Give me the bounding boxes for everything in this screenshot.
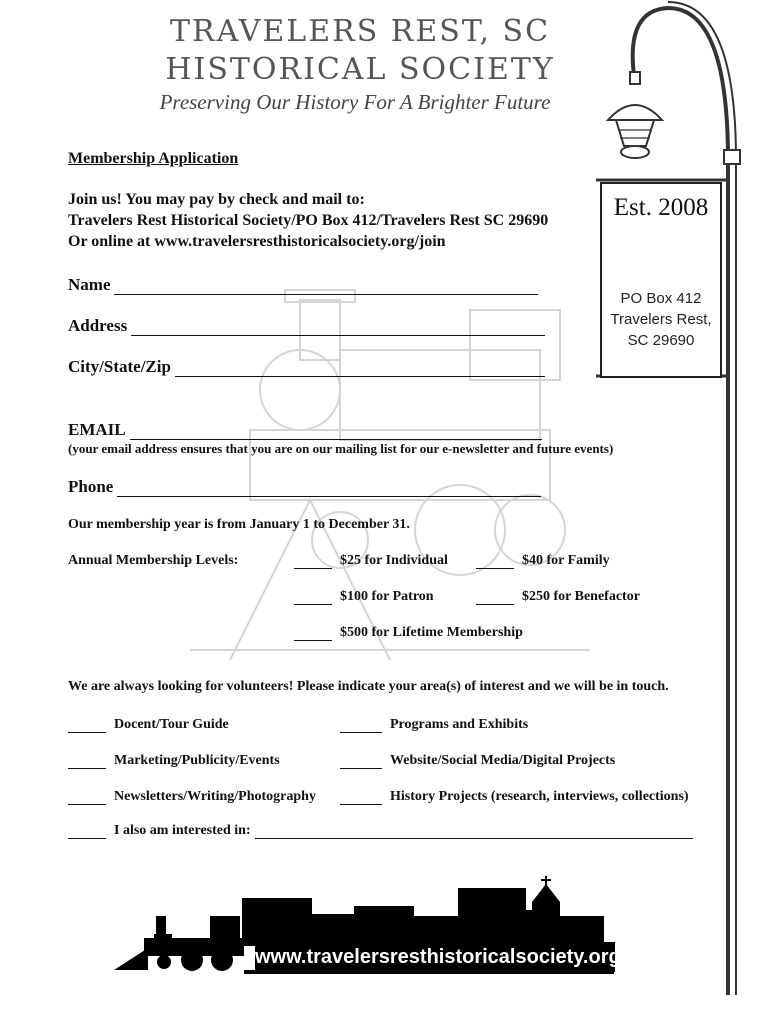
volunteer-note: We are always looking for volunteers! Please indicate your area(s) of interest and we will be in touch.: [68, 679, 669, 694]
name-label: Name: [68, 275, 111, 294]
volunteer-history-checkbox[interactable]: [340, 792, 382, 805]
level-benefactor-label: $250 for Benefactor: [522, 589, 640, 604]
join-line3: Or online at www.travelersresthistoricalsociety.org/join: [68, 233, 446, 250]
volunteer-newsletters[interactable]: [68, 789, 316, 805]
volunteer-docent-checkbox[interactable]: [68, 720, 106, 733]
level-lifetime-checkbox[interactable]: [294, 628, 332, 641]
email-input[interactable]: [130, 425, 542, 440]
volunteer-history-label: History Projects (research, interviews, collections): [390, 789, 689, 804]
address-field: [68, 316, 545, 336]
banner-address-line1: PO Box 412: [620, 290, 702, 307]
name-field: [68, 275, 538, 295]
volunteer-marketing-label: Marketing/Publicity/Events: [114, 753, 280, 768]
volunteer-website-label: Website/Social Media/Digital Projects: [390, 753, 616, 768]
banner-address-line3: SC 29690: [627, 332, 695, 349]
year-note: Our membership year is from January 1 to December 31.: [68, 517, 410, 532]
interest-field: [68, 823, 693, 839]
volunteer-docent[interactable]: [68, 717, 229, 733]
header-title-line2: HISTORICAL SOCIETY: [165, 52, 555, 87]
volunteer-marketing[interactable]: [68, 753, 280, 769]
lamp-post-illustration: [596, 0, 770, 1000]
address-label: Address: [68, 316, 128, 335]
city-input[interactable]: [175, 362, 545, 377]
level-patron-checkbox[interactable]: [294, 592, 332, 605]
level-benefactor[interactable]: [476, 589, 640, 605]
interest-checkbox[interactable]: [68, 826, 106, 839]
volunteer-programs-checkbox[interactable]: [340, 720, 382, 733]
form-heading: Membership Application: [68, 150, 239, 167]
level-patron[interactable]: [294, 589, 434, 605]
level-family[interactable]: [476, 553, 610, 569]
level-patron-label: $100 for Patron: [340, 589, 434, 604]
volunteer-newsletters-label: Newsletters/Writing/Photography: [114, 789, 316, 804]
header-title-line1: TRAVELERS REST, SC: [169, 14, 551, 49]
banner-address-line2: Travelers Rest,: [610, 311, 712, 328]
volunteer-docent-label: Docent/Tour Guide: [114, 717, 229, 732]
volunteer-programs-label: Programs and Exhibits: [390, 717, 529, 732]
phone-field: [68, 477, 541, 497]
level-individual[interactable]: [294, 553, 448, 569]
volunteer-marketing-checkbox[interactable]: [68, 756, 106, 769]
header-tagline: Preserving Our History For A Brighter Future: [159, 90, 551, 114]
banner-est: Est. 2008: [613, 194, 709, 221]
join-line1: Join us! You may pay by check and mail to:: [68, 191, 365, 208]
interest-label: I also am interested in:: [114, 823, 251, 838]
level-benefactor-checkbox[interactable]: [476, 592, 514, 605]
email-field: [68, 420, 542, 440]
level-individual-label: $25 for Individual: [340, 553, 448, 568]
volunteer-history[interactable]: [340, 789, 689, 805]
level-family-label: $40 for Family: [522, 553, 610, 568]
level-lifetime-label: $500 for Lifetime Membership: [340, 625, 523, 640]
name-input[interactable]: [114, 280, 538, 295]
levels-label: Annual Membership Levels:: [68, 553, 239, 568]
email-label: EMAIL: [68, 420, 126, 439]
phone-input[interactable]: [117, 482, 541, 497]
join-line2: Travelers Rest Historical Society/PO Box 412/Travelers Rest SC 29690: [68, 212, 549, 229]
volunteer-website[interactable]: [340, 753, 615, 769]
interest-input[interactable]: [255, 826, 693, 839]
email-note: (your email address ensures that you are on our mailing list for our e-newsletter and future events): [68, 441, 614, 456]
footer-url[interactable]: www.travelersresthistoricalsociety.org: [255, 942, 615, 972]
address-input[interactable]: [131, 321, 545, 336]
level-family-checkbox[interactable]: [476, 556, 514, 569]
volunteer-website-checkbox[interactable]: [340, 756, 382, 769]
volunteer-newsletters-checkbox[interactable]: [68, 792, 106, 805]
level-individual-checkbox[interactable]: [294, 556, 332, 569]
level-lifetime[interactable]: [294, 625, 523, 641]
phone-label: Phone: [68, 477, 114, 496]
city-label: City/State/Zip: [68, 357, 171, 376]
city-field: [68, 357, 545, 377]
volunteer-programs[interactable]: [340, 717, 528, 733]
